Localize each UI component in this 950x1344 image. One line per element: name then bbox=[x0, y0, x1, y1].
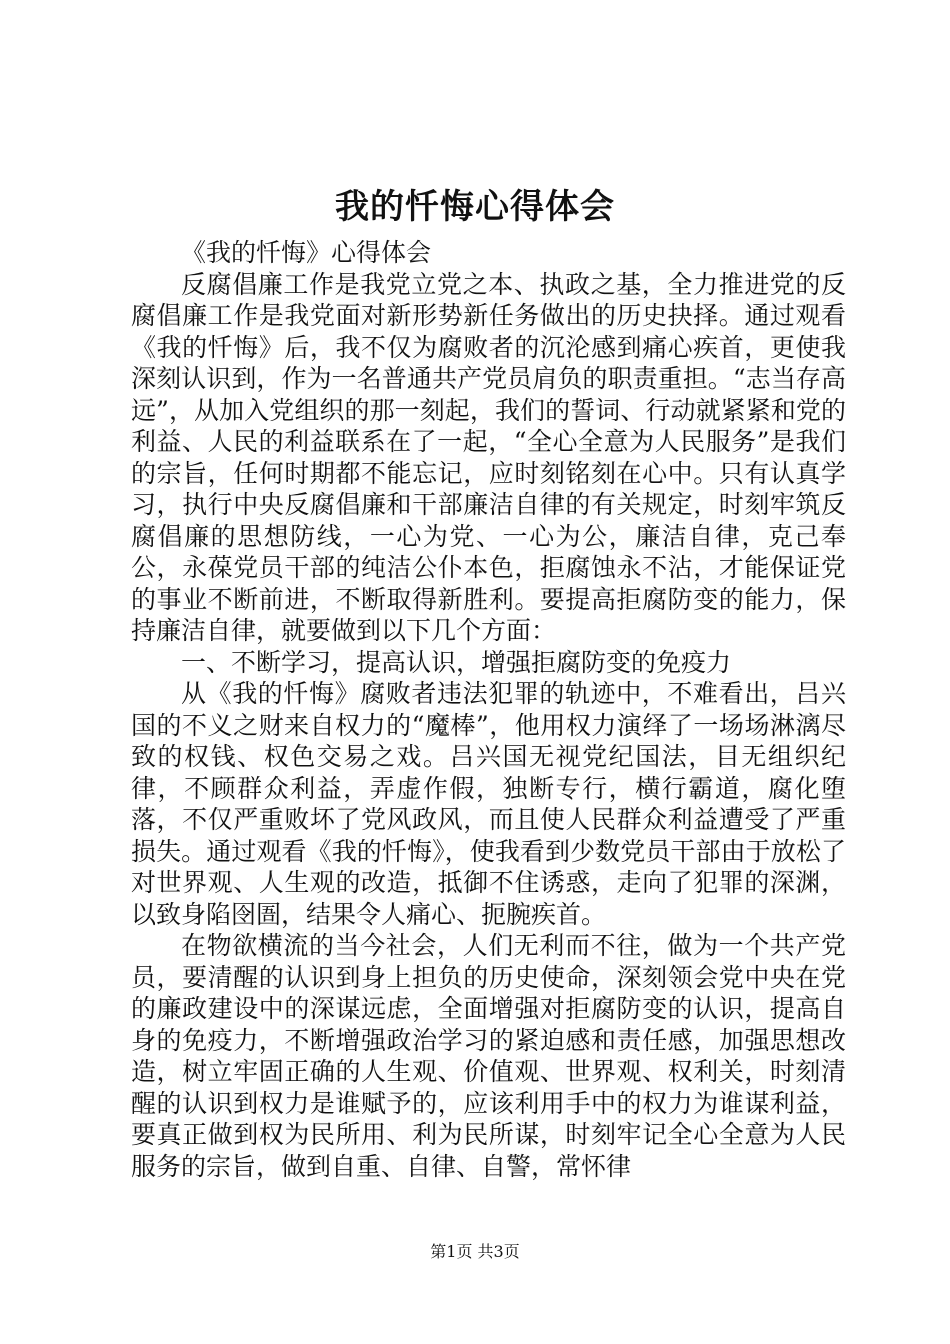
document-title: 我的忏悔心得体会 bbox=[335, 187, 615, 227]
subtitle-paragraph: 《我的忏悔》心得体会 bbox=[181, 238, 432, 267]
page-number-footer: 第1页 共3页 bbox=[430, 1242, 520, 1261]
section-heading: 一、不断学习，提高认识，增强拒腐防变的免疫力 bbox=[181, 647, 732, 677]
body-paragraph: 反腐倡廉工作是我党立党之本、执政之基，全力推进党的反腐倡廉工作是我党面对新形势新任务做出的历史抉择。通过观看《我的忏悔》后，我不仅为腐败者的沉沦感到痛心疾首，更使我深刻认识到，作为一名普通共产党员肩负的职责重担。“志当存高远”，从加入党组织的那一刻起，我们的誓词、行动就紧紧和党的利益、人民的利益联系在了一起，“全心全意为人民服务”是我们的宗旨，任何时期都不能忘记，应时刻铭刻在心中。只有认真学习，执行中央反腐倡廉和干部廉洁自律的有关规定，时刻牢筑反腐倡廉的思想防线，一心为党、一心为公，廉洁自律，克己奉公，永葆党员干部的纯洁公仆本色，拒腐蚀永不沾，才能保证党的事业不断前进，不断取得新胜利。要提高拒腐防变的能力，保持廉洁自律，就要做到以下几个方面： bbox=[131, 269, 846, 645]
document-body bbox=[131, 237, 846, 1182]
body-paragraph: 在物欲横流的当今社会，人们无利而不往，做为一个共产党员，要清醒的认识到身上担负的历史使命，深刻领会党中央在党的廉政建设中的深谋远虑，全面增强对拒腐防变的认识，提高自身的免疫力，不断增强政治学习的紧迫感和责任感，加强思想改造，树立牢固正确的人生观、价值观、世界观、权利关，时刻清醒的认识到权力是谁赋予的，应该利用手中的权力为谁谋利益，要真正做到权为民所用、利为民所谋，时刻牢记全心全意为人民服务的宗旨，做到自重、自律、自警，常怀律 bbox=[131, 931, 846, 1181]
body-paragraph: 从《我的忏悔》腐败者违法犯罪的轨迹中，不难看出，吕兴国的不义之财来自权力的“魔棒”，他用权力演绎了一场场淋漓尽致的权钱、权色交易之戏。吕兴国无视党纪国法，目无组织纪律，不顾群众利益，弄虚作假，独断专行，横行霸道，腐化堕落，不仅严重败坏了党风政风，而且使人民群众利益遭受了严重损失。通过观看《我的忏悔》，使我看到少数党员干部由于放松了对世界观、人生观的改造，抵御不住诱惑，走向了犯罪的深渊，以致身陷囹圄，结果令人痛心、扼腕疾首。 bbox=[131, 679, 846, 929]
